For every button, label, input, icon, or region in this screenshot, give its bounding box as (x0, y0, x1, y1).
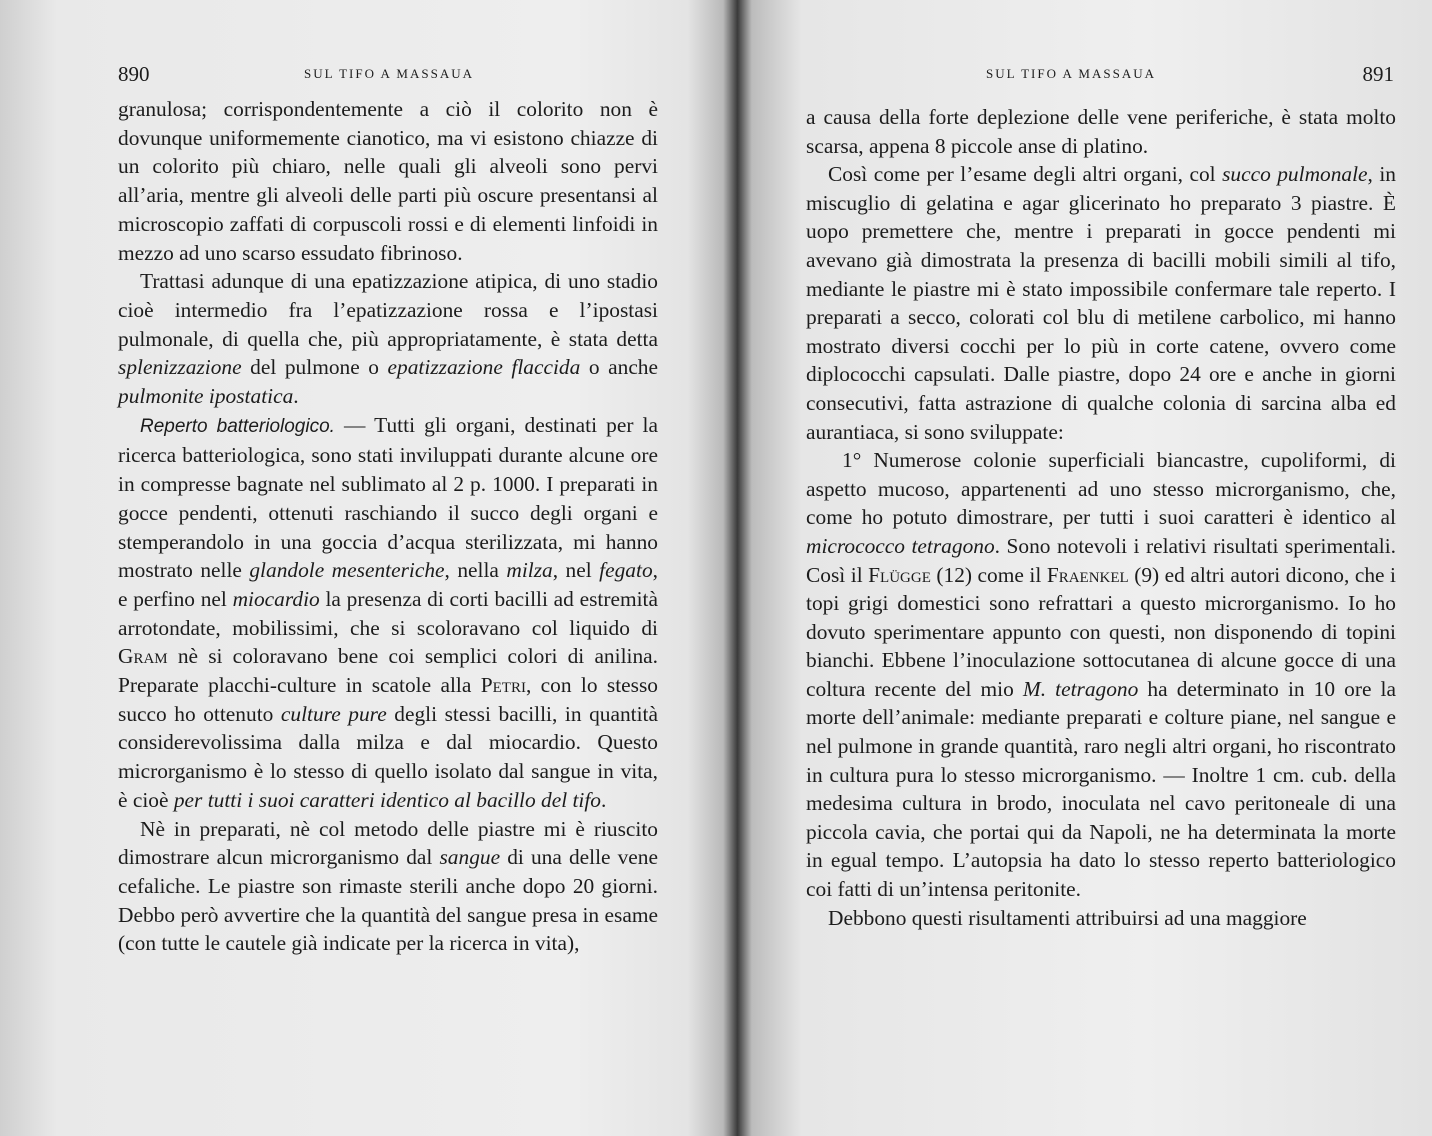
text-run: nè si coloravano bene coi semplici colori di anilina. Preparate placchi-culture in scatole alla (118, 644, 658, 698)
right-body-text (806, 103, 1396, 932)
text-run: . (293, 384, 299, 409)
text-run: la presenza di corti bacilli ad estremità arrotondate, mobilissimi, che si scoloravano col liquido di (118, 586, 658, 640)
left-running-head (118, 62, 658, 88)
section-heading: Reperto batteriologico. (140, 415, 335, 437)
text-run: — Tutti gli organi, destinati per la ricerca batteriologica, sono stati inviluppati durante alcune ore in compresse bagnate nel sublimato al 2 p. 1000. I preparati in gocce pendenti, ottenuti raschiando il succo degli organi e stemperandolo in una goccia d’acqua sterilizzata, mi hanno mostrato nelle (118, 412, 658, 583)
left-body-text (118, 95, 658, 958)
text-run: (12) come il (930, 562, 1047, 587)
italic-term: sangue (439, 845, 501, 870)
text-run: ha determinato in 10 ore la morte dell’animale: mediante preparati e colture piane, nel sangue e nel pulmone in grande quantità, raro negli altri organi, ho riscontrato in cultura pura lo stesso microrganismo. — Inoltre 1 cm. cub. della medesima cultura in brodo, inoculata nel cavo peritoneale di una piccola cavia, che portai qui da Napoli, ne ha determinata la morte in egual tempo. L’autopsia ha dato lo stesso reperto batteriologico coi fatti di un’intensa peritonite. (806, 676, 1396, 902)
text-run: Debbono questi risultamenti attribuirsi ad una maggiore (828, 905, 1307, 930)
italic-term: miocardio (232, 586, 320, 611)
right-page-number: 891 (1362, 62, 1394, 86)
text-run: degli stessi bacilli, in quantità considerevolissima dalla milza e dal miocardio. Questo microrganismo è lo stesso di quello isolato dal sangue in vita, è cioè (118, 701, 658, 812)
paragraph (118, 411, 658, 815)
text-run: Nè in preparati, nè col metodo delle piastre mi è riuscito dimostrare alcun microrganismo dal (118, 816, 658, 870)
italic-term: glandole mesenteriche (249, 558, 445, 583)
italic-term: fegato (599, 558, 653, 583)
italic-term: culture pure (280, 701, 387, 726)
italic-term: epatizzazione flaccida (387, 355, 581, 380)
left-running-title: SUL TIFO A MASSAUA (304, 66, 475, 81)
text-run: , nel (552, 558, 600, 583)
text-run: . (601, 787, 607, 812)
author-name: Gram (118, 644, 168, 669)
text-run: . Sono notevoli i relativi risultati sperimentali. Così il (806, 533, 1396, 587)
italic-term: per tutti i suoi caratteri identico al bacillo del tifo (173, 787, 602, 812)
text-run: granulosa; corrispondentemente a ciò il colorito non è dovunque uniformemente cianotico, ma vi esistono chiazze di un colorito più chiaro, nelle quali gli alveoli sono pervi all’aria, mentre gli alveoli delle parti più oscure presentansi al microscopio zaffati di corpuscoli rossi e di elementi linfoidi in mezzo ad uno scarso essudato fibrinoso. (118, 97, 658, 265)
paragraph (806, 160, 1396, 446)
right-page (748, 0, 1432, 1136)
text-run: (9) ed altri autori dicono, che i topi grigi domestici sono refrattari a questo microrganismo. Io ho dovuto sperimentare appunto con questi, non disponendo di topini bianchi. Ebbene l’inoculazione sottocutanea di alcune gocce di una coltura recente del mio (806, 562, 1396, 701)
author-name: Petri (480, 673, 526, 698)
text-run: o anche (580, 355, 658, 380)
text-run: Così come per l’esame degli altri organi, col (828, 162, 1223, 187)
paragraph (806, 904, 1396, 933)
text-run: , nella (444, 558, 507, 583)
paragraph (806, 103, 1396, 160)
text-run: , in miscuglio di gelatina e agar glicerinato ho preparato 3 piastre. È uopo premettere che, mentre i preparati in gocce pendenti mi avevano già dimostrata la presenza di bacilli mobili simili al tifo, mediante le piastre mi è stato impossibile confermare tale reperto. I preparati a secco, colorati col blu di metilene carbolico, mi hanno mostrato diversi cocchi per lo più in corte catene, ovvero come diplococchi capsulati. Dalle piastre, dopo 24 ore e anche in giorni consecutivi, fatta astrazione di qualche colonia di sarcina alba ed aurantiaca, si sono sviluppate: (806, 162, 1396, 444)
paragraph (118, 95, 658, 267)
text-run: di una delle vene cefaliche. Le piastre son rimaste sterili anche dopo 20 giorni. Debbo però avvertire che la quantità del sangue presa in esame (con tutte le cautele già indicate per la ricerca in vita), (118, 845, 658, 956)
text-run: 1° Numerose colonie superficiali biancastre, cupoliformi, di aspetto mucoso, appartenenti ad uno stesso microrganismo, che, come ho potuto dimostrare, per tutti i suoi caratteri è identico al (806, 448, 1396, 530)
text-run: , con lo stesso succo ho ottenuto (118, 673, 658, 726)
italic-term: pulmonite ipostatica (118, 384, 294, 409)
author-name: Fraenkel (1046, 562, 1129, 587)
text-run: a causa della forte deplezione delle vene periferiche, è stata molto scarsa, appena 8 piccole anse di platino. (806, 105, 1396, 158)
paragraph (118, 815, 658, 959)
italic-term: micrococco tetragono (806, 533, 995, 558)
italic-term: M. tetragono (1022, 676, 1139, 701)
right-running-head (808, 62, 1394, 88)
left-page-number: 890 (118, 62, 150, 86)
italic-term: succo pulmonale (1222, 162, 1368, 187)
text-run: del pulmone o (241, 355, 388, 380)
right-running-title: SUL TIFO A MASSAUA (986, 66, 1157, 81)
text-run: , e perfino nel (118, 558, 658, 611)
paragraph (118, 267, 658, 411)
italic-term: milza (506, 558, 553, 583)
italic-term: splenizzazione (118, 355, 242, 380)
text-run: Trattasi adunque di una epatizzazione atipica, di uno stadio cioè intermedio fra l’epatizzazione rossa e l’ipostasi pulmonale, di quella che, più appropriatamente, è stata detta (118, 269, 658, 351)
paragraph (806, 446, 1396, 904)
author-name: Flügge (868, 562, 931, 587)
